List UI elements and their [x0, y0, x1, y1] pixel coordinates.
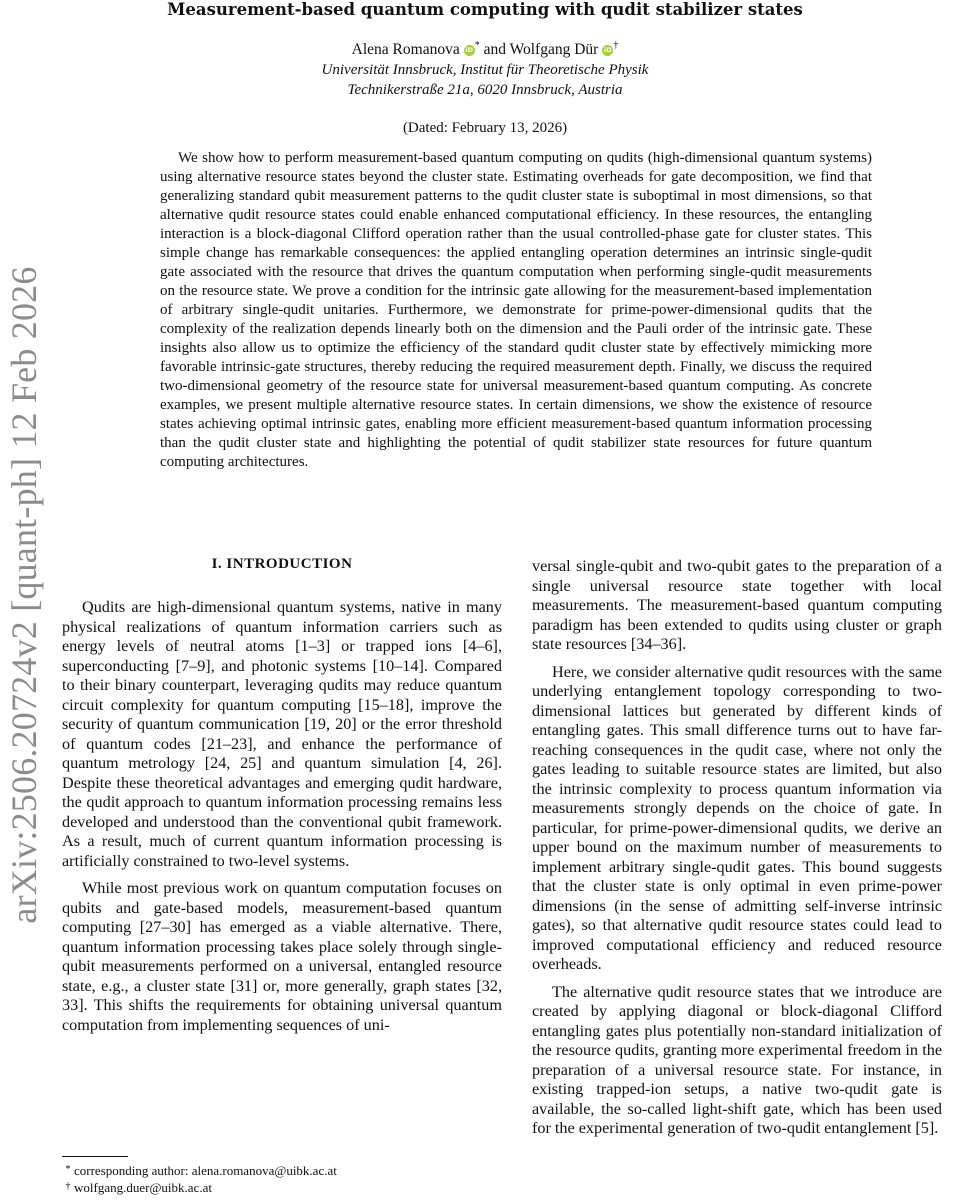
footnote-mark: *	[65, 1164, 71, 1175]
left-column	[62, 598, 502, 1043]
arxiv-identifier: arXiv:2506.20724v2 [quant-ph] 12 Feb 2026	[4, 266, 44, 924]
footnote-text: corresponding author: alena.romanova@uibk.ac.at	[74, 1163, 337, 1178]
affiliation-line: Universität Innsbruck, Institut für Theoretische Physik	[321, 62, 649, 78]
paragraph: While most previous work on quantum computation focuses on qubits and gate-based models, measurement-based quantum computing [27–30] has emerged as a viable alternative. There, quantum information processing takes place solely through single-qubit measurements performed on a universal, entangled resource state, e.g., a cluster state [31] or, more generally, graph states [32, 33]. This shifts the requirements for obtaining universal quantum computation from implementing sequences of uni-	[62, 879, 502, 1034]
footnote-text: wolfgang.duer@uibk.ac.at	[74, 1180, 212, 1195]
footnotes	[62, 1162, 337, 1196]
author-footnote-mark: †	[613, 40, 619, 51]
author-footnote-mark: *	[474, 40, 480, 51]
orcid-icon[interactable]: iD	[465, 46, 474, 54]
paragraph: The alternative qudit resource states that we introduce are created by applying diagonal or block-diagonal Clifford entangling gates plus potentially non-standard initialization of the resource qudits, granting more experimental freedom in the preparation of a universal resource state. For instance, in existing trapped-ion setups, a native two-qudit gate is available, the so-called light-shift gate, which has been used for the experimental generation of two-qudit entanglement [5].	[532, 982, 942, 1137]
section-heading: I. INTRODUCTION	[211, 556, 353, 572]
footnote-divider	[62, 1156, 128, 1157]
abstract: We show how to perform measurement-based quantum computing on qudits (high-dimensional quantum systems) using alternative resource states beyond the cluster state. Estimating overheads for gate decomposition, we find that generalizing standard qubit measurement patterns to the qudit cluster state is suboptimal in most dimensions, so that alternative qudit resource states could enable enhanced computational efficiency. In these resources, the entangling interaction is a block-diagonal Clifford operation rather than the usual controlled-phase gate for cluster states. This simple change has remarkable consequences: the applied entangling operation determines an intrinsic single-qudit gate associated with the resource that drives the quantum computation when performing single-qudit measurements on the resource state. We prove a condition for the intrinsic gate allowing for the measurement-based implementation of arbitrary single-qudit unitaries. Furthermore, we demonstrate for prime-power-dimensional qudits that the complexity of the realization depends linearly both on the dimension and the Pauli order of the intrinsic gate. These insights also allow us to optimize the efficiency of the standard qudit cluster state by effectively mimicking more favorable intrinsic-gate structures, thereby reducing the required measurement depth. Finally, we discuss the required two-dimensional geometry of the resource state for universal measurement-based quantum computing. As concrete examples, we present multiple alternative resource states. In certain dimensions, we show the existence of resource states achieving optimal intrinsic gates, enabling more efficient measurement-based quantum information processing than the qudit cluster state and highlighting the potential of qudit stabilizer state resources for future quantum computing architectures.	[160, 150, 872, 470]
right-column	[532, 557, 942, 1147]
paragraph: Here, we consider alternative qudit resources with the same underlying entanglement topology corresponding to two-dimensional lattices but generated by different kinds of entangling gates. This small difference turns out to have far-reaching consequences in the qudit case, where not only the gates leading to suitable resource states are limited, but also the intrinsic complexity to process quantum information via measurements strongly depends on the choice of gate. In particular, for prime-power-dimensional qudits, we derive an upper bound on the maximum number of measurements to implement arbitrary single-qudit gates. This bound suggests that the cluster state is only optimal in even prime-power dimensions (in the sense of admitting self-inverse intrinsic gates), so that alternative qudit resource states could lead to improved computational efficiency and reduced resource overheads.	[532, 662, 942, 973]
footnote	[62, 1179, 337, 1196]
orcid-icon[interactable]: iD	[604, 46, 612, 54]
footnote	[62, 1162, 337, 1179]
author-name: Alena Romanova	[351, 41, 460, 58]
paragraph: versal single-qubit and two-qubit gates to the preparation of a single universal resource state together with local measurements. The measurement-based quantum computing paradigm has been extended to qudits using cluster or graph state resources [34–36].	[532, 557, 942, 653]
footnote-mark: †	[65, 1181, 71, 1192]
author-conjunction: and	[483, 41, 506, 58]
author-name: Wolfgang Dür	[509, 41, 599, 58]
paragraph: Qudits are high-dimensional quantum systems, native in many physical realizations of quantum information carriers such as energy levels of neutral atoms [1–3] or trapped ions [4–6], superconducting [7–9], and photonic systems [10–14]. Compared to their binary counterpart, leveraging qudits may reduce quantum circuit complexity for quantum computing [15–18], improve the security of quantum communication [19, 20] or the error threshold of quantum codes [21–23], and enhance the performance of quantum metrology [24, 25] and quantum simulation [4, 26]. Despite these theoretical advantages and emerging qudit hardware, the qudit approach to quantum information processing remains less developed and understood than the conventional qubit framework. As a result, much of current quantum information processing is artificially constrained to two-level systems.	[62, 598, 502, 870]
author-line	[0, 40, 970, 59]
date-line: (Dated: February 13, 2026)	[402, 120, 568, 136]
affiliation-address: Technikerstraße 21a, 6020 Innsbruck, Austria	[347, 82, 623, 98]
arxiv-sidebar-stamp	[0, 0, 48, 1200]
paper-title: Measurement-based quantum computing with qudit stabilizer states	[167, 0, 803, 19]
